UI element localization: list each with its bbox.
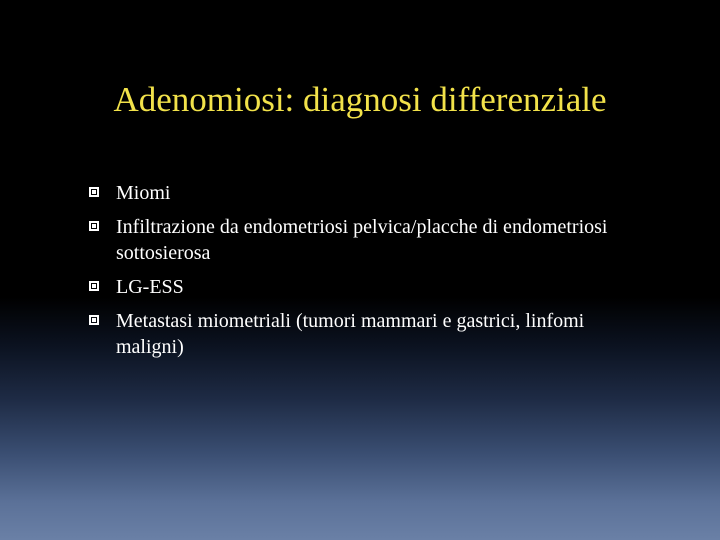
bullet-text: Miomi xyxy=(116,182,171,204)
list-item xyxy=(88,214,648,266)
bullet-text: LG-ESS xyxy=(116,276,184,298)
square-bullet-icon xyxy=(88,308,102,334)
bullet-list xyxy=(88,180,648,368)
slide-title: Adenomiosi: diagnosi differenziale xyxy=(113,80,607,119)
square-bullet-icon xyxy=(88,180,102,206)
bullet-text: Infiltrazione da endometriosi pelvica/placche di endometriosi sottosierosa xyxy=(116,216,608,264)
list-item xyxy=(88,274,648,300)
list-item xyxy=(88,308,648,360)
bullet-text: Metastasi miometriali (tumori mammari e gastrici, linfomi maligni) xyxy=(116,310,585,358)
square-bullet-icon xyxy=(88,274,102,300)
list-item xyxy=(88,180,648,206)
square-bullet-icon xyxy=(88,214,102,240)
